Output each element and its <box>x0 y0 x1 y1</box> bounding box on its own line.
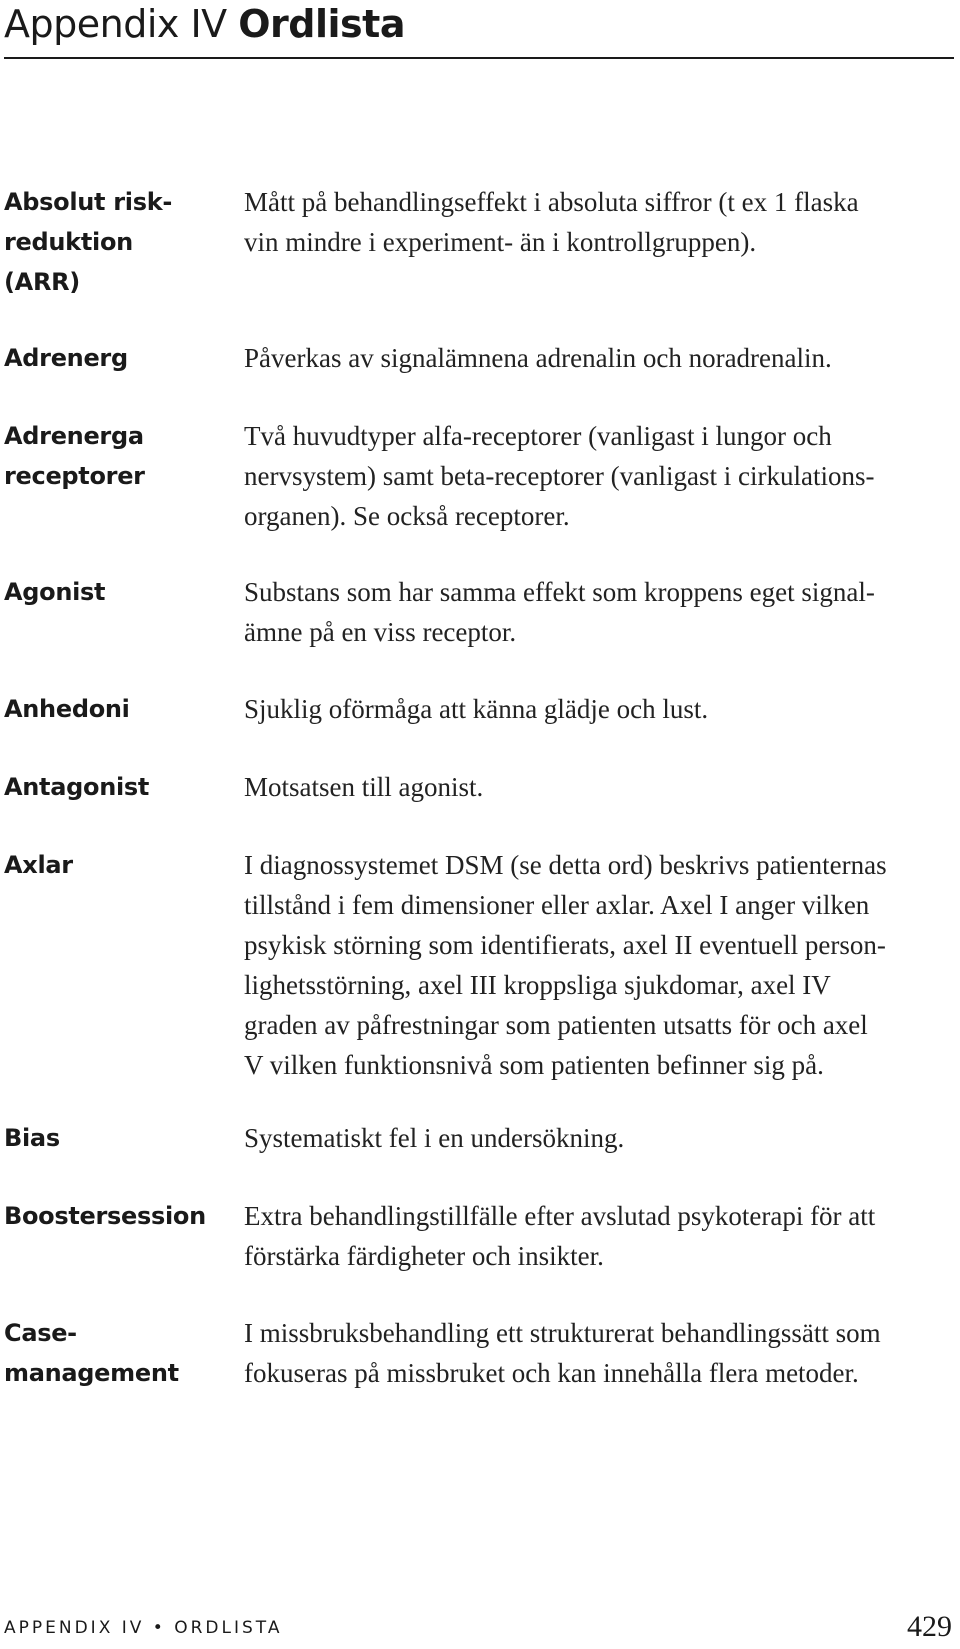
entry-term: Anhedoni <box>4 695 130 723</box>
page-title-bold: Ordlista <box>238 2 405 46</box>
entry-term: Antagonist <box>4 773 150 801</box>
page-header <box>4 0 954 62</box>
page-title-prefix: Appendix IV <box>4 2 239 46</box>
running-head: APPENDIX IV • ORDLISTA <box>4 1618 283 1638</box>
page-number: 429 <box>907 1610 952 1643</box>
entry-term: Case- management <box>4 1319 179 1387</box>
entry-definition: Påverkas av signalämnena adrenalin och noradrenalin. <box>244 343 832 373</box>
entry-term: Absolut risk- reduktion (ARR) <box>4 188 173 296</box>
entry-definition: Systematiskt fel i en undersökning. <box>244 1123 625 1153</box>
entry-definition: Substans som har samma effekt som kroppens eget signal- ämne på en viss receptor. <box>244 577 875 647</box>
page-footer <box>4 1612 952 1646</box>
entry-definition: Mått på behandlingseffekt i absoluta siffror (t ex 1 flaska vin mindre i experiment- än i kontrollgruppen). <box>244 187 859 257</box>
entry-definition: I diagnossystemet DSM (se detta ord) beskrivs patienternas tillstånd i fem dimensioner eller axlar. Axel I anger vilken psykisk störning som identifierats, axel II eventuell person- lighetsstörning, axel III kroppsliga sjukdomar, axel IV graden av påfrestningar som patienten utsatts för och axel V vilken funktionsnivå som patienten befinner sig på. <box>244 850 887 1080</box>
entry-term: Agonist <box>4 578 106 606</box>
entry-term: Bias <box>4 1124 60 1152</box>
entry-definition: Sjuklig oförmåga att känna glädje och lust. <box>244 694 709 724</box>
entry-term: Boostersession <box>4 1202 206 1230</box>
entry-definition: Extra behandlingstillfälle efter avslutad psykoterapi för att förstärka färdigheter och insikter. <box>244 1201 876 1271</box>
entry-definition: Motsatsen till agonist. <box>244 772 484 802</box>
entry-term: Adrenerg <box>4 344 128 372</box>
entry-term: Adrenerga receptorer <box>4 422 145 490</box>
page-title <box>4 2 405 46</box>
entry-term: Axlar <box>4 851 73 879</box>
entry-definition: Två huvudtyper alfa-receptorer (vanligast i lungor och nervsystem) samt beta-receptorer (vanligast i cirkulations- organen). Se också receptorer. <box>244 421 875 531</box>
header-rule <box>4 57 954 59</box>
entry-definition: I missbruksbehandling ett strukturerat behandlingssätt som fokuseras på missbruket och kan innehålla flera metoder. <box>244 1318 881 1388</box>
